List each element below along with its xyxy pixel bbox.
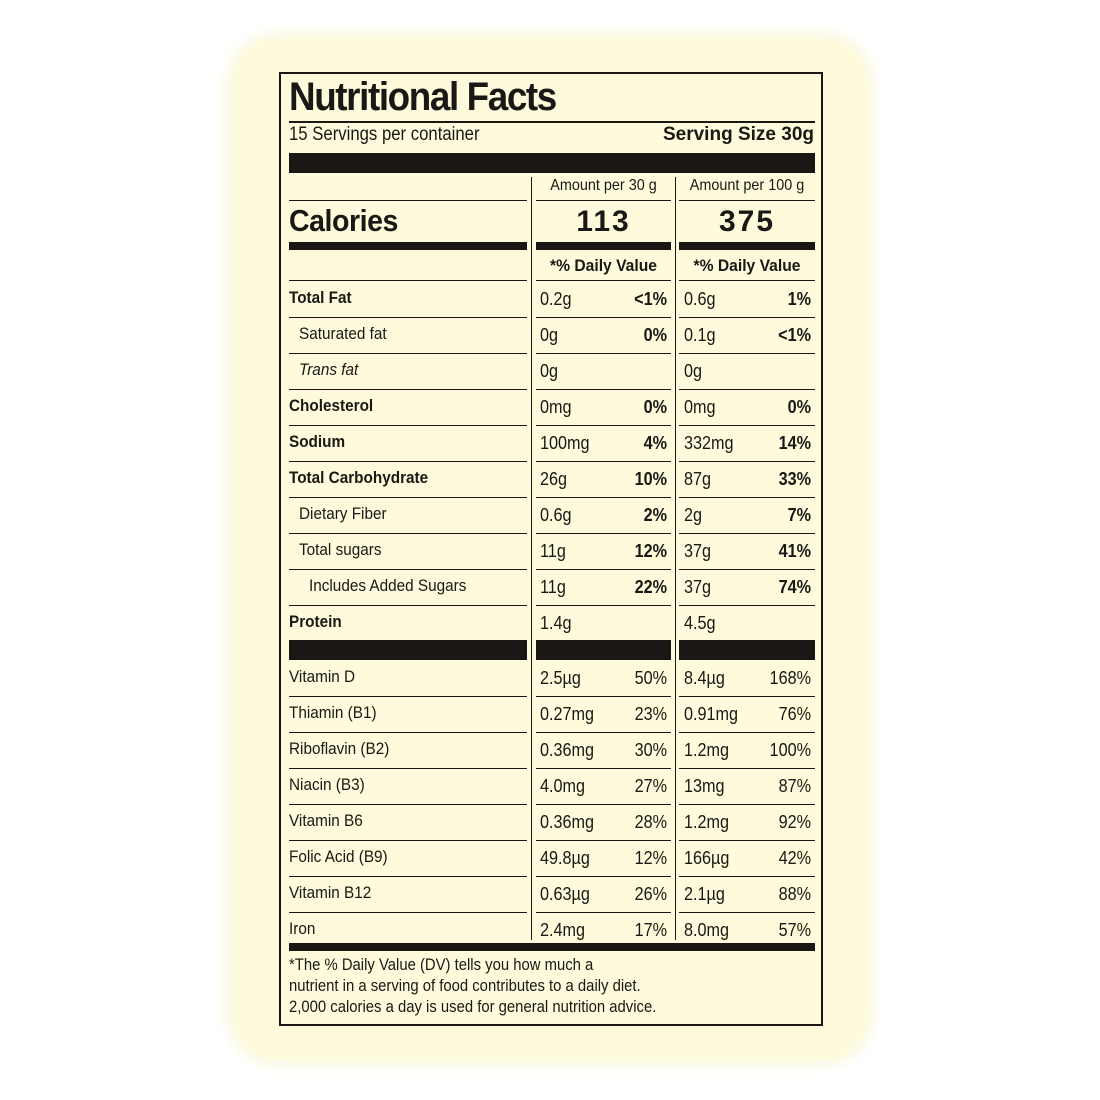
daily-value-100g: 0% [787,397,811,417]
thick-divider-top [289,153,815,173]
row-rule [289,569,527,570]
row-rule [289,533,527,534]
row-rule [679,605,815,606]
servings-per-container: 15 Servings per container [289,124,480,145]
amount-30g: 11g [540,577,566,597]
column-header-30g: Amount per 30 g [550,177,657,194]
nutrient-name: Riboflavin (B2) [289,739,390,758]
nutrient-name: Trans fat [299,360,359,379]
row-rule [679,353,815,354]
vitamin-bar-mid [536,640,671,660]
row-rule [536,533,671,534]
amount-100g: 0.91mg [684,704,739,724]
row-rule [679,317,815,318]
daily-value-footnote [289,955,656,1018]
nutrient-name: Thiamin (B1) [289,703,377,722]
calories-100g: 375 [718,205,776,238]
amount-30g: 0.6g [540,505,572,525]
calories-rule-mid [536,242,671,250]
footnote-divider [289,943,815,951]
daily-value-30g: 22% [634,577,667,597]
nutrient-name: Total sugars [299,540,382,559]
nutrient-name: Total Carbohydrate [289,468,429,487]
daily-value-100g: 7% [787,505,811,525]
row-rule [536,732,671,733]
amount-100g: 1.2mg [684,812,730,832]
row-rule [536,605,671,606]
amount-30g: 11g [540,541,566,561]
row-rule [679,912,815,913]
footnote-line: 2,000 calories a day is used for general nutrition advice. [289,998,657,1016]
row-rule [289,461,527,462]
daily-value-30g: 50% [634,668,667,688]
amount-100g: 0.1g [684,325,716,345]
daily-value-30g: 2% [643,505,667,525]
header-rule-left [289,200,527,201]
nutrient-name: Vitamin B6 [289,811,363,830]
row-rule [536,280,671,281]
daily-value-30g: 17% [634,920,667,940]
calories-rule-right [679,242,815,250]
nutrient-name: Includes Added Sugars [309,576,467,595]
amount-30g: 0.63µg [540,884,590,904]
row-rule [289,912,527,913]
daily-value-30g: 26% [634,884,667,904]
amount-100g: 37g [684,577,712,597]
amount-100g: 37g [684,541,712,561]
row-rule [289,768,527,769]
daily-value-30g: 10% [634,469,667,489]
daily-value-100g: 87% [778,776,811,796]
calories-label: Calories [289,203,398,238]
nutrient-name: Folic Acid (B9) [289,847,388,866]
amount-100g: 8.4µg [684,668,725,688]
nutrient-name: Saturated fat [299,324,387,343]
row-rule [536,389,671,390]
amount-100g: 1.2mg [684,740,730,760]
row-rule [536,840,671,841]
amount-30g: 1.4g [540,613,572,633]
row-rule [536,353,671,354]
row-rule [536,317,671,318]
daily-value-100g: 74% [778,577,811,597]
daily-value-30g: 12% [634,541,667,561]
footnote-line: *The % Daily Value (DV) tells you how much a [289,956,594,974]
amount-30g: 2.5µg [540,668,581,688]
amount-100g: 2.1µg [684,884,725,904]
row-rule [289,317,527,318]
daily-value-30g: 4% [643,433,667,453]
column-separator-2 [675,177,676,940]
row-rule [536,497,671,498]
amount-30g: 26g [540,469,568,489]
nutrient-name: Niacin (B3) [289,775,365,794]
amount-100g: 13mg [684,776,725,796]
row-rule [536,425,671,426]
daily-value-100g: 33% [778,469,811,489]
amount-100g: 332mg [684,433,734,453]
daily-value-100g: 168% [769,668,811,688]
amount-30g: 0g [540,361,559,381]
column-separator-1 [531,177,532,940]
nutrient-name: Sodium [289,432,346,451]
daily-value-100g: 92% [778,812,811,832]
vitamin-bar-left [289,640,527,660]
amount-30g: 100mg [540,433,590,453]
row-rule [679,876,815,877]
amount-30g: 2.4mg [540,920,586,940]
daily-value-100g: 14% [778,433,811,453]
row-rule [289,353,527,354]
daily-value-30g: 0% [643,325,667,345]
daily-value-30g: 12% [634,848,667,868]
amount-100g: 87g [684,469,712,489]
row-rule [536,461,671,462]
amount-30g: 49.8µg [540,848,590,868]
calories-30g: 113 [576,205,631,238]
row-rule [536,768,671,769]
amount-30g: 0.2g [540,289,572,309]
daily-value-100g: 1% [787,289,811,309]
row-rule [289,876,527,877]
daily-value-100g: <1% [778,325,811,345]
serving-size: Serving Size 30g [662,124,814,145]
nutrient-name: Protein [289,612,342,631]
amount-100g: 2g [684,505,703,525]
amount-100g: 166µg [684,848,730,868]
nutrient-name: Total Fat [289,288,352,307]
header-rule-mid [536,200,671,201]
title-divider [289,121,815,123]
row-rule [679,768,815,769]
row-rule [679,389,815,390]
row-rule [289,696,527,697]
row-rule [679,696,815,697]
row-rule [679,732,815,733]
row-rule [679,840,815,841]
amount-100g: 8.0mg [684,920,730,940]
daily-value-header-30g: *% Daily Value [550,256,657,275]
amount-100g: 0.6g [684,289,716,309]
daily-value-30g: 0% [643,397,667,417]
row-rule [536,569,671,570]
amount-30g: 0.36mg [540,812,595,832]
row-rule [289,804,527,805]
vitamin-bar-right [679,640,815,660]
row-rule [679,425,815,426]
amount-30g: 0g [540,325,559,345]
label-title: Nutritional Facts [289,75,556,119]
amount-30g: 0.27mg [540,704,595,724]
row-rule [679,533,815,534]
daily-value-30g: 27% [634,776,667,796]
daily-value-100g: 100% [769,740,811,760]
daily-value-100g: 41% [778,541,811,561]
column-header-100g: Amount per 100 g [689,177,805,194]
row-rule [289,497,527,498]
calories-rule-left [289,242,527,250]
row-rule [289,605,527,606]
nutrient-name: Vitamin D [289,667,356,686]
daily-value-100g: 76% [778,704,811,724]
row-rule [679,569,815,570]
header-rule-right [679,200,815,201]
daily-value-header-100g: *% Daily Value [693,256,801,275]
amount-30g: 0mg [540,397,572,417]
amount-100g: 0g [684,361,703,381]
amount-30g: 0.36mg [540,740,595,760]
row-rule [289,732,527,733]
row-rule [289,280,527,281]
row-rule [536,804,671,805]
daily-value-100g: 88% [778,884,811,904]
nutrient-name: Vitamin B12 [289,883,372,902]
row-rule [679,497,815,498]
nutrient-name: Dietary Fiber [299,504,387,523]
daily-value-100g: 42% [778,848,811,868]
nutrient-name: Cholesterol [289,396,374,415]
row-rule [536,876,671,877]
amount-100g: 4.5g [684,613,716,633]
amount-30g: 4.0mg [540,776,586,796]
daily-value-30g: 23% [634,704,667,724]
row-rule [536,912,671,913]
row-rule [679,461,815,462]
daily-value-30g: 30% [634,740,667,760]
amount-100g: 0mg [684,397,716,417]
footnote-line: nutrient in a serving of food contributes to a daily diet. [289,977,641,995]
row-rule [679,804,815,805]
row-rule [289,425,527,426]
row-rule [679,280,815,281]
row-rule [536,696,671,697]
nutrient-name: Iron [289,919,316,938]
daily-value-30g: <1% [634,289,667,309]
daily-value-30g: 28% [634,812,667,832]
row-rule [289,389,527,390]
daily-value-100g: 57% [778,920,811,940]
row-rule [289,840,527,841]
